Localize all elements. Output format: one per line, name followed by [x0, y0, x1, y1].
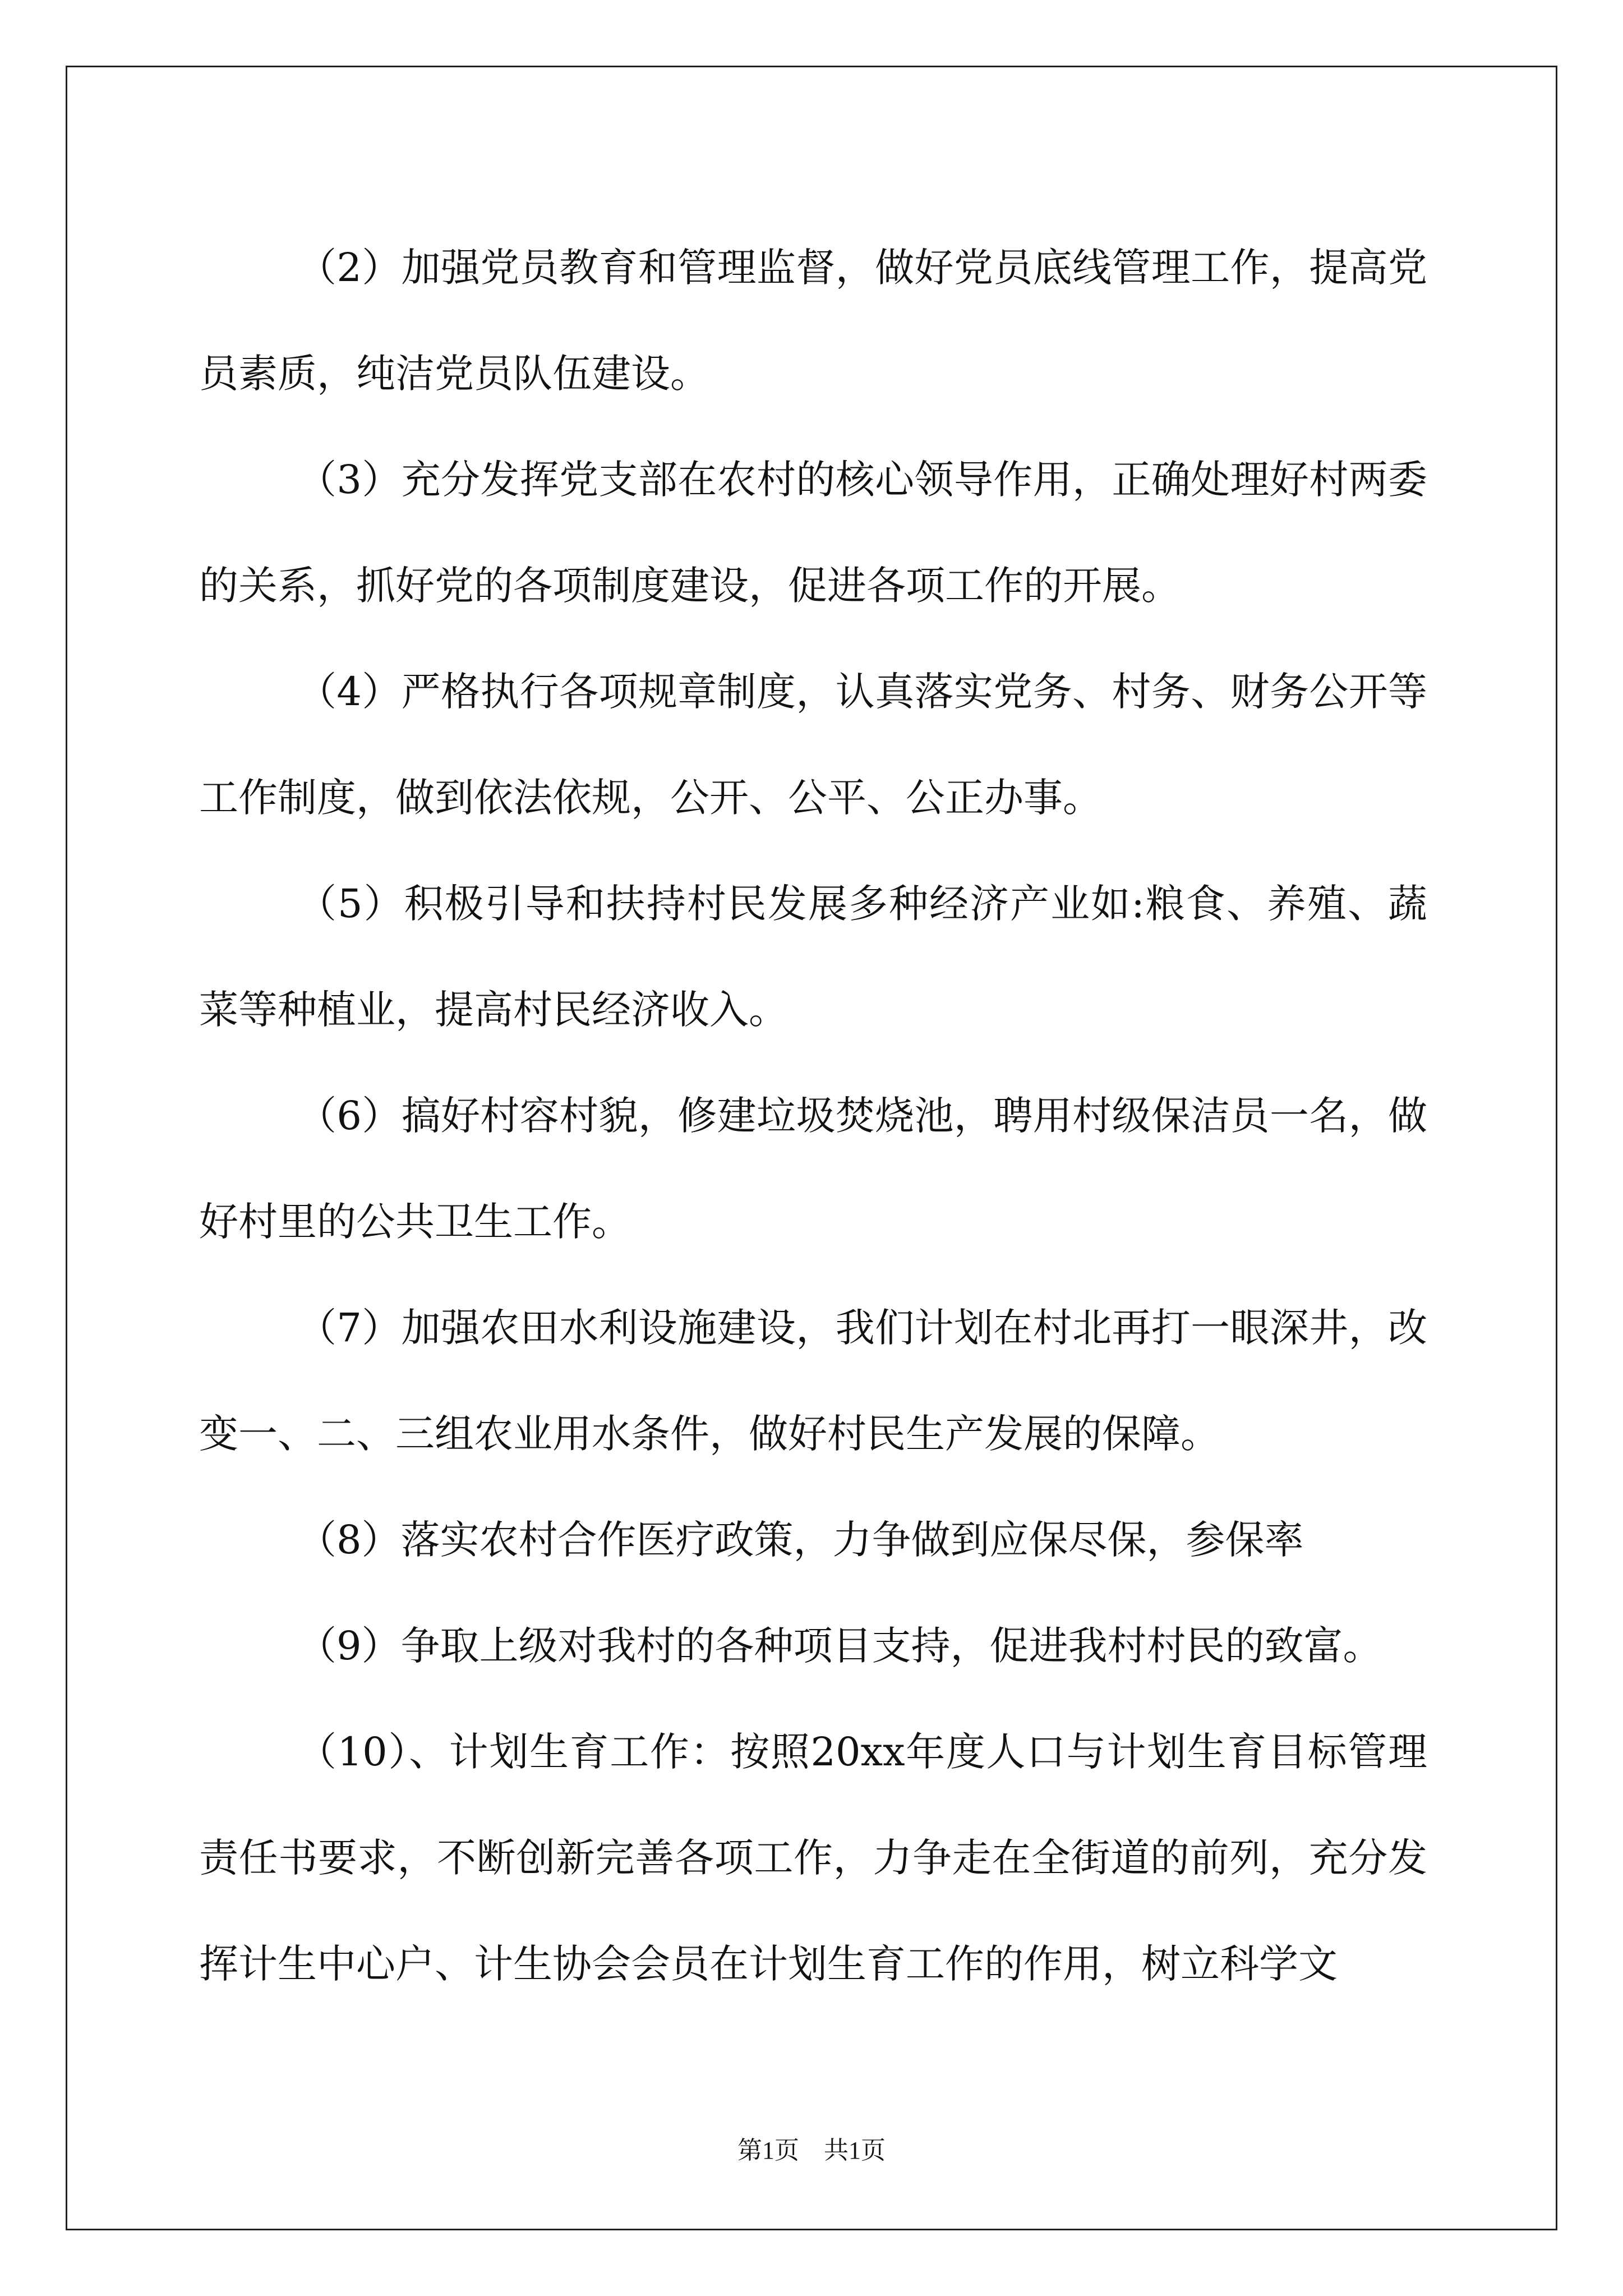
paragraph-6: （6）搞好村容村貌，修建垃圾焚烧池，聘用村级保洁员一名，做好村里的公共卫生工作。 [199, 1093, 1427, 1245]
page-footer [0, 2134, 1623, 2168]
paragraph-8: （8）落实农村合作医疗政策，力争做到应保尽保，参保率 [297, 1517, 1304, 1563]
document-body [199, 215, 1427, 2017]
paragraph-3: （3）充分发挥党支部在农村的核心领导作用，正确处理好村两委的关系，抓好党的各项制度建设，促进各项工作的开展。 [199, 457, 1427, 609]
paragraph-7: （7）加强农田水利设施建设，我们计划在村北再打一眼深井，改变一、二、三组农业用水条件，做好村民生产发展的保障。 [199, 1305, 1427, 1457]
paragraph-4: （4）严格执行各项规章制度，认真落实党务、村务、财务公开等工作制度，做到依法依规，公开、公平、公正办事。 [199, 669, 1427, 821]
page-total: 共1页 [824, 2137, 886, 2164]
paragraph-9: （9）争取上级对我村的各种项目支持，促进我村村民的致富。 [297, 1623, 1382, 1669]
paragraph-2: （2）加强党员教育和管理监督，做好党员底线管理工作，提高党员素质，纯洁党员队伍建设。 [199, 245, 1427, 397]
page-number: 第1页 [737, 2137, 799, 2164]
paragraph-5: （5）积极引导和扶持村民发展多种经济产业如:粮食、养殖、蔬菜等种植业，提高村民经济收入。 [199, 881, 1427, 1033]
paragraph-10: （10）、计划生育工作：按照20xx年度人口与计划生育目标管理责任书要求，不断创新完善各项工作，力争走在全街道的前列，充分发挥计生中心户、计生协会会员在计划生育工作的作用，树立科学文 [199, 1729, 1427, 1987]
